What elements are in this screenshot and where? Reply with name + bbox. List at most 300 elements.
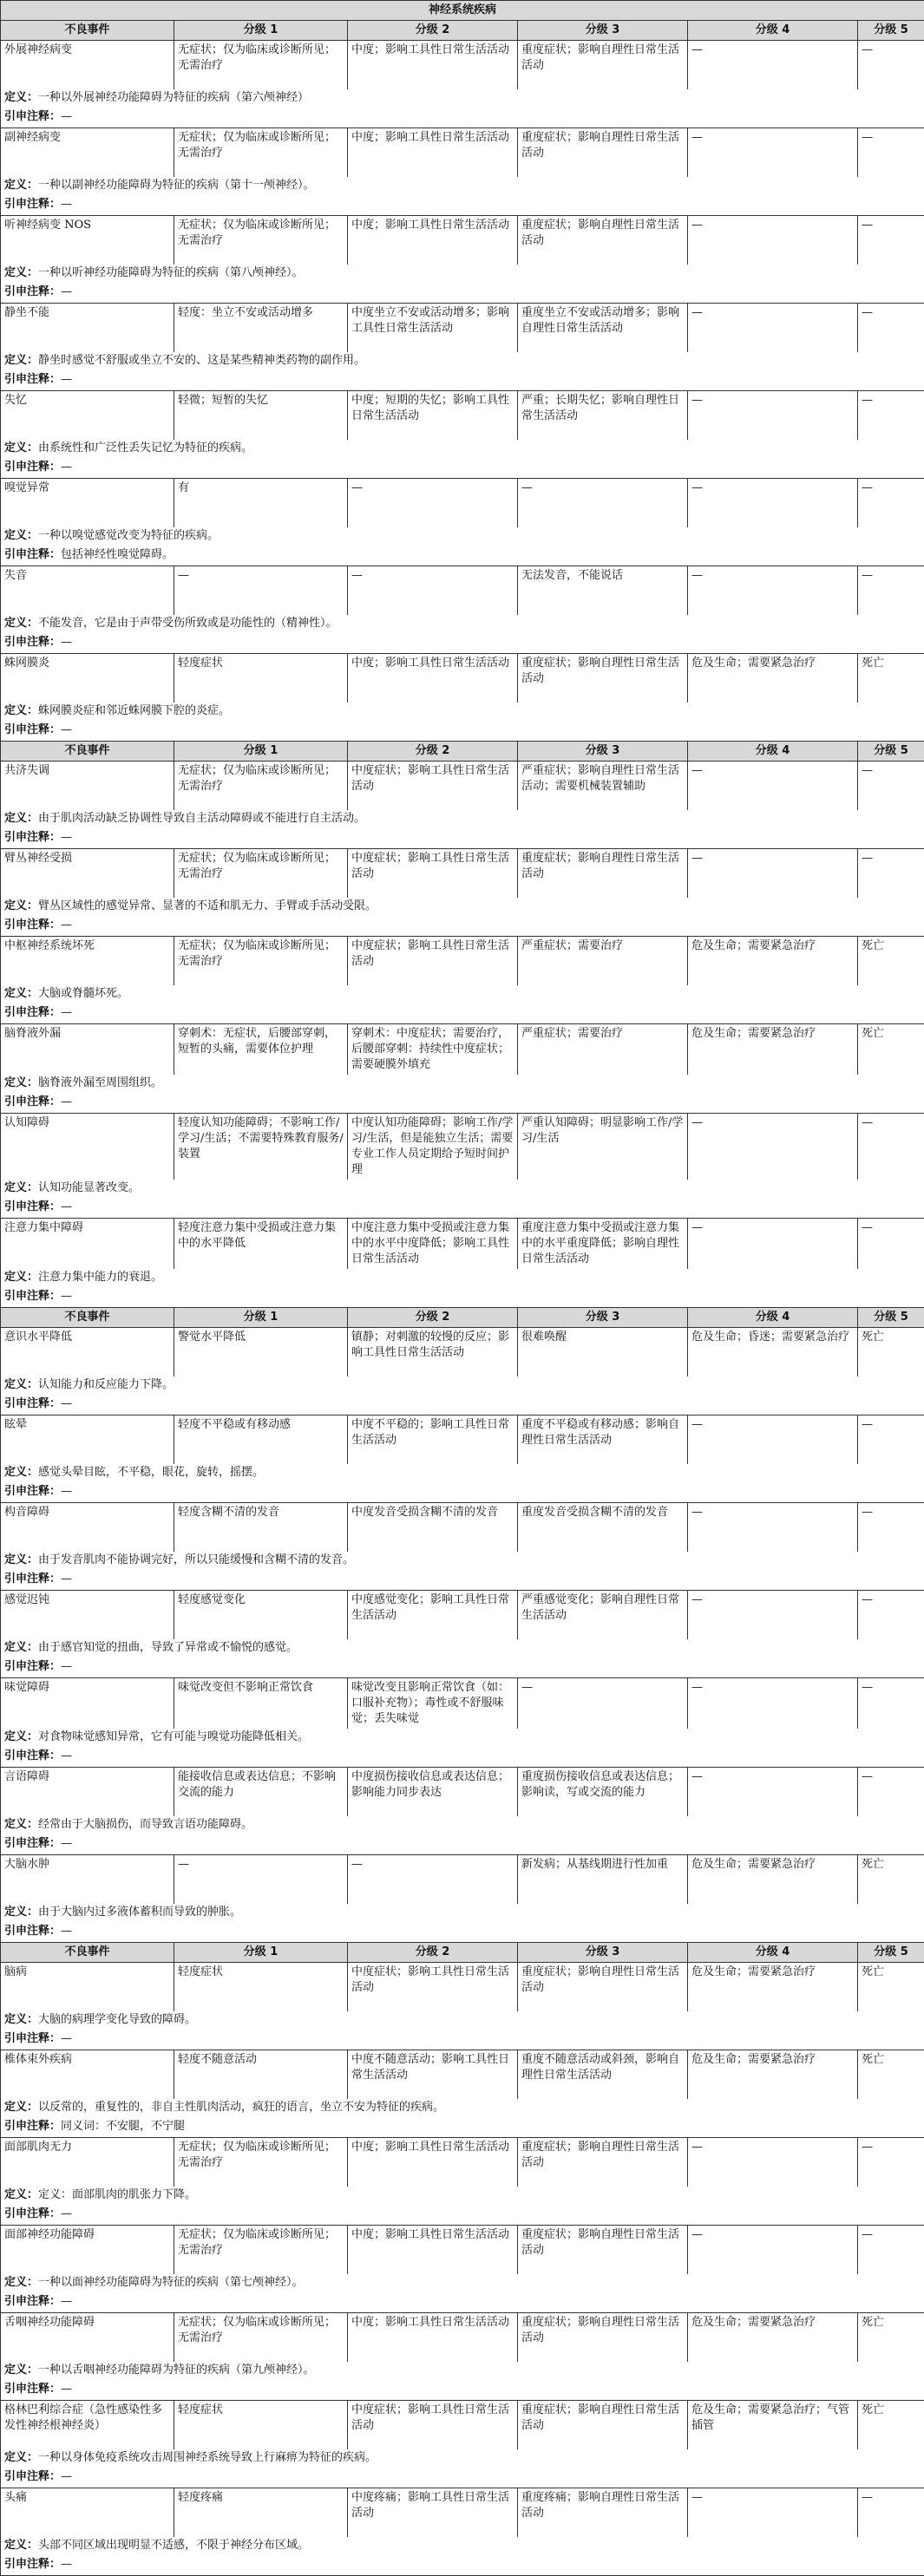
grade-cell: 死亡 xyxy=(858,2050,924,2100)
note-cell xyxy=(1,459,924,479)
grade-cell: 中度疼痛；影响工具性日常生活活动 xyxy=(348,2488,518,2538)
grade-cell: 无症状；仅为临床或诊断所见；无需治疗 xyxy=(174,2138,348,2187)
note-text: — xyxy=(61,2207,72,2220)
column-header: 不良事件 xyxy=(1,742,174,762)
note-row xyxy=(1,1199,924,1219)
note-text: — xyxy=(61,1572,72,1585)
note-row xyxy=(1,1923,924,1943)
grade-cell: — xyxy=(858,1219,924,1270)
definition-text: 大脑的病理学变化导致的障碍。 xyxy=(38,2013,196,2026)
note-label: 引申注释： xyxy=(4,919,61,932)
note-label: 引申注释： xyxy=(4,2295,61,2308)
table-row xyxy=(1,566,924,616)
note-row xyxy=(1,2468,924,2488)
adverse-event-name: 外展神经病变 xyxy=(1,41,174,90)
adverse-event-name: 感觉迟钝 xyxy=(1,1591,174,1640)
definition-text: 一种以外展神经功能障碍为特征的疾病（第六颅神经） xyxy=(38,91,309,104)
grade-cell: 死亡 xyxy=(858,1963,924,2012)
grade-cell: 危及生命；需要紧急治疗；气管插管 xyxy=(688,2401,858,2450)
definition-label: 定义： xyxy=(4,1076,38,1089)
note-cell xyxy=(1,1923,924,1943)
definition-label: 定义： xyxy=(4,354,38,367)
grade-cell: 轻度注意力集中受损或注意力集中的水平降低 xyxy=(174,1219,348,1270)
definition-cell xyxy=(1,1729,924,1748)
grade-cell: — xyxy=(688,1114,858,1180)
header-row xyxy=(1,1943,924,1963)
note-label: 引申注释： xyxy=(4,1006,61,1019)
grade-cell: 轻度疼痛 xyxy=(174,2488,348,2538)
definition-row xyxy=(1,810,924,829)
table-row xyxy=(1,1415,924,1465)
grade-cell: 严重；长期失忆；影响自理性日常生活活动 xyxy=(518,391,688,441)
note-cell xyxy=(1,829,924,849)
table-row xyxy=(1,1024,924,1076)
note-label: 引申注释： xyxy=(4,1572,61,1585)
grade-cell: 无症状；仅为临床或诊断所见；无需治疗 xyxy=(174,41,348,90)
adverse-event-name: 失音 xyxy=(1,566,174,616)
note-text: — xyxy=(61,1290,72,1303)
grade-cell: 重度症状；影响自理性日常生活活动 xyxy=(518,1963,688,2012)
grade-cell: 危及生命；需要紧急治疗 xyxy=(688,2313,858,2363)
table-row xyxy=(1,1591,924,1640)
grade-cell: 重度发音受损含糊不清的发音 xyxy=(518,1503,688,1553)
column-header: 分级 1 xyxy=(174,742,348,762)
note-label: 引申注释： xyxy=(4,831,61,844)
grade-cell: 重度注意力集中受损或注意力集中的水平重度降低；影响自理性日常生活活动 xyxy=(518,1219,688,1270)
grade-cell: 重度症状；影响自理性日常生活活动 xyxy=(518,654,688,703)
note-cell xyxy=(1,2030,924,2050)
grade-cell: 有 xyxy=(174,479,348,528)
adverse-event-name: 中枢神经系统坏死 xyxy=(1,937,174,986)
adverse-event-name: 椎体束外疾病 xyxy=(1,2050,174,2100)
definition-cell xyxy=(1,1376,924,1396)
grade-cell: — xyxy=(688,41,858,90)
grade-cell: 轻微；短暂的失忆 xyxy=(174,391,348,441)
note-cell xyxy=(1,1004,924,1024)
definition-label: 定义： xyxy=(4,1730,38,1743)
definition-label: 定义： xyxy=(4,179,38,192)
definition-row xyxy=(1,265,924,284)
note-row xyxy=(1,722,924,742)
note-row xyxy=(1,917,924,937)
grade-cell: 中度；短期的失忆；影响工具性日常生活活动 xyxy=(348,391,518,441)
note-label: 引申注释： xyxy=(4,2120,61,2133)
grade-cell: — xyxy=(688,2138,858,2187)
adverse-event-name: 言语障碍 xyxy=(1,1768,174,1817)
note-row xyxy=(1,546,924,566)
note-cell xyxy=(1,1571,924,1591)
adverse-event-name: 脑脊液外漏 xyxy=(1,1024,174,1076)
adverse-event-name: 共济失调 xyxy=(1,762,174,811)
grade-cell: 中度症状；影响工具性日常生活活动 xyxy=(348,849,518,899)
note-row xyxy=(1,1748,924,1768)
table-row xyxy=(1,1678,924,1729)
definition-cell xyxy=(1,2011,924,2030)
definition-text: 蛛网膜炎症和邻近蛛网膜下腔的炎症。 xyxy=(38,704,230,717)
definition-text: 一种以副神经功能障碍为特征的疾病（第十一颅神经）。 xyxy=(38,179,315,192)
definition-row xyxy=(1,1639,924,1658)
note-cell xyxy=(1,2556,924,2576)
grade-cell: 中度；影响工具性日常生活活动 xyxy=(348,654,518,703)
note-text: — xyxy=(61,1837,72,1850)
note-text: — xyxy=(61,198,72,211)
definition-label: 定义： xyxy=(4,617,38,630)
grade-cell: — xyxy=(688,304,858,353)
table-row xyxy=(1,1328,924,1377)
grade-cell: — xyxy=(688,391,858,441)
adverse-event-name: 认知障碍 xyxy=(1,1114,174,1180)
note-cell xyxy=(1,1199,924,1219)
definition-label: 定义： xyxy=(4,1553,38,1566)
definition-cell xyxy=(1,1816,924,1835)
grade-cell: — xyxy=(858,1591,924,1640)
grade-cell: — xyxy=(858,1114,924,1180)
definition-row xyxy=(1,2537,924,2556)
grade-cell: 味觉改变且影响正常饮食（如：口服补充物）；毒性或不舒服味觉；丢失味觉 xyxy=(348,1678,518,1729)
definition-text: 由于大脑内过多液体蓄积而导致的肿胀。 xyxy=(38,1906,241,1919)
adverse-event-name: 构音障碍 xyxy=(1,1503,174,1553)
note-cell xyxy=(1,108,924,128)
adverse-event-name: 失忆 xyxy=(1,391,174,441)
definition-text: 注意力集中能力的衰退。 xyxy=(38,1271,162,1284)
note-text: — xyxy=(61,2383,72,2396)
grade-cell: 严重症状；需要治疗 xyxy=(518,1024,688,1076)
adverse-event-name: 面部神经功能障碍 xyxy=(1,2226,174,2275)
definition-text: 认知能力和反应能力下降。 xyxy=(38,1378,174,1391)
definition-cell xyxy=(1,440,924,459)
definition-row xyxy=(1,1552,924,1571)
definition-cell xyxy=(1,2362,924,2381)
grade-cell: 中度症状；影响工具性日常生活活动 xyxy=(348,1963,518,2012)
grade-cell: — xyxy=(858,762,924,811)
definition-label: 定义： xyxy=(4,812,38,825)
grade-cell: 危及生命；需要紧急治疗 xyxy=(688,1963,858,2012)
grade-cell: 轻度不平稳或有移动感 xyxy=(174,1415,348,1465)
grade-cell: 新发病；从基线期进行性加重 xyxy=(518,1855,688,1905)
table-row xyxy=(1,1768,924,1817)
header-row xyxy=(1,1308,924,1328)
grade-cell: 镇静；对刺激的较慢的反应；影响工具性日常生活活动 xyxy=(348,1328,518,1377)
note-row xyxy=(1,634,924,654)
grade-cell: — xyxy=(518,1678,688,1729)
definition-row xyxy=(1,352,924,371)
note-text: — xyxy=(61,1397,72,1410)
grade-cell: 重度症状；影响自理性日常生活活动 xyxy=(518,2401,688,2450)
note-cell xyxy=(1,2468,924,2488)
note-text: 包括神经性嗅觉障碍。 xyxy=(61,548,174,561)
header-row xyxy=(1,742,924,762)
table-row xyxy=(1,391,924,441)
definition-label: 定义： xyxy=(4,1378,38,1391)
note-cell xyxy=(1,284,924,304)
note-label: 引申注释： xyxy=(4,198,61,211)
note-row xyxy=(1,2381,924,2401)
definition-row xyxy=(1,177,924,196)
note-cell xyxy=(1,546,924,566)
grade-cell: 重度不平稳或有移动感；影响自理性日常生活活动 xyxy=(518,1415,688,1465)
definition-cell xyxy=(1,1552,924,1571)
grade-cell: 死亡 xyxy=(858,1855,924,1905)
grade-cell: — xyxy=(688,216,858,265)
grade-cell: 重度疼痛；影响自理性日常生活活动 xyxy=(518,2488,688,2538)
note-row xyxy=(1,2118,924,2138)
grade-cell: 中度；影响工具性日常生活活动 xyxy=(348,2226,518,2275)
grade-cell: — xyxy=(348,479,518,528)
grade-cell: 轻度症状 xyxy=(174,2401,348,2450)
table-row xyxy=(1,849,924,899)
definition-text: 感觉头晕目眩，不平稳，眼花，旋转，摇摆。 xyxy=(38,1466,264,1479)
adverse-event-name: 意识水平降低 xyxy=(1,1328,174,1377)
note-row xyxy=(1,108,924,128)
note-label: 引申注释： xyxy=(4,636,61,649)
definition-text: 由于肌肉活动缺乏协调性导致自主活动障碍或不能进行自主活动。 xyxy=(38,812,365,825)
adverse-event-name: 格林巴利综合症（急性感染性多发性神经根神经炎） xyxy=(1,2401,174,2450)
grade-cell: — xyxy=(174,566,348,616)
definition-cell xyxy=(1,2537,924,2556)
note-label: 引申注释： xyxy=(4,1200,61,1213)
note-row xyxy=(1,1658,924,1678)
grade-cell: — xyxy=(174,1855,348,1905)
definition-row xyxy=(1,2449,924,2468)
note-row xyxy=(1,829,924,849)
definition-label: 定义： xyxy=(4,2013,38,2026)
note-label: 引申注释： xyxy=(4,1397,61,1410)
column-header: 分级 4 xyxy=(688,21,858,41)
note-cell xyxy=(1,2118,924,2138)
definition-cell xyxy=(1,89,924,108)
column-header: 分级 5 xyxy=(858,1943,924,1963)
definition-text: 定义：面部肌肉的肌张力下降。 xyxy=(38,2188,196,2201)
grade-cell: 中度感觉变化；影响工具性日常生活活动 xyxy=(348,1591,518,1640)
note-label: 引申注释： xyxy=(4,1095,61,1108)
table-row xyxy=(1,654,924,703)
column-header: 不良事件 xyxy=(1,21,174,41)
note-label: 引申注释： xyxy=(4,2470,61,2483)
definition-row xyxy=(1,1904,924,1923)
table-row xyxy=(1,1503,924,1553)
column-header: 分级 1 xyxy=(174,21,348,41)
table-row xyxy=(1,1855,924,1905)
grade-cell: 中度不随意活动；影响工具性日常生活活动 xyxy=(348,2050,518,2100)
note-label: 引申注释： xyxy=(4,1837,61,1850)
definition-text: 以反常的，重复性的，非自主性肌肉活动，疯狂的语言，坐立不安为特征的疾病。 xyxy=(38,2101,444,2114)
definition-cell xyxy=(1,1180,924,1199)
note-label: 引申注释： xyxy=(4,548,61,561)
grade-cell: — xyxy=(518,479,688,528)
note-text: — xyxy=(61,1006,72,1019)
note-cell xyxy=(1,1658,924,1678)
definition-cell xyxy=(1,810,924,829)
grade-cell: 轻度认知功能障碍；不影响工作/学习/生活；不需要特殊教育服务/装置 xyxy=(174,1114,348,1180)
note-label: 引申注释： xyxy=(4,2207,61,2220)
definition-label: 定义： xyxy=(4,91,38,104)
column-header: 不良事件 xyxy=(1,1308,174,1328)
grade-cell: — xyxy=(858,479,924,528)
definition-text: 由系统性和广泛性丢失记忆为特征的疾病。 xyxy=(38,441,252,454)
note-cell xyxy=(1,1396,924,1415)
definition-row xyxy=(1,2187,924,2206)
note-row xyxy=(1,2206,924,2226)
grade-cell: 中度；影响工具性日常生活活动 xyxy=(348,2138,518,2187)
definition-row xyxy=(1,440,924,459)
adverse-event-name: 蛛网膜炎 xyxy=(1,654,174,703)
adverse-event-name: 大脑水肿 xyxy=(1,1855,174,1905)
note-cell xyxy=(1,917,924,937)
definition-cell xyxy=(1,2449,924,2468)
note-label: 引申注释： xyxy=(4,2383,61,2396)
grade-cell: — xyxy=(688,479,858,528)
grade-cell: — xyxy=(688,566,858,616)
column-header: 分级 3 xyxy=(518,21,688,41)
adverse-event-name: 舌咽神经功能障碍 xyxy=(1,2313,174,2363)
grade-cell: 轻度症状 xyxy=(174,1963,348,2012)
definition-cell xyxy=(1,1269,924,1288)
note-label: 引申注释： xyxy=(4,2032,61,2045)
definition-row xyxy=(1,985,924,1004)
grade-cell: 警觉水平降低 xyxy=(174,1328,348,1377)
grade-cell: — xyxy=(858,566,924,616)
note-label: 引申注释： xyxy=(4,461,61,474)
definition-label: 定义： xyxy=(4,704,38,717)
grade-cell: — xyxy=(858,216,924,265)
adverse-event-name: 头痛 xyxy=(1,2488,174,2538)
definition-row xyxy=(1,1729,924,1748)
note-cell xyxy=(1,1835,924,1855)
grade-cell: 中度不平稳的；影响工具性日常生活活动 xyxy=(348,1415,518,1465)
table-row xyxy=(1,2138,924,2187)
note-text: — xyxy=(61,373,72,386)
adverse-event-name: 面部肌肉无力 xyxy=(1,2138,174,2187)
grade-cell: 重度症状；影响自理性日常生活活动 xyxy=(518,41,688,90)
adverse-event-name: 嗅觉异常 xyxy=(1,479,174,528)
note-label: 引申注释： xyxy=(4,723,61,736)
grade-cell: 中度发音受损含糊不清的发音 xyxy=(348,1503,518,1553)
grade-cell: — xyxy=(688,762,858,811)
column-header: 分级 2 xyxy=(348,21,518,41)
column-header: 分级 3 xyxy=(518,1943,688,1963)
note-row xyxy=(1,1396,924,1415)
definition-text: 头部不同区域出现明显不适感，不限于神经分布区域。 xyxy=(38,2539,309,2552)
grade-cell: — xyxy=(348,1855,518,1905)
definition-row xyxy=(1,2099,924,2118)
adverse-event-name: 副神经病变 xyxy=(1,128,174,178)
grade-cell: 轻度含糊不清的发音 xyxy=(174,1503,348,1553)
definition-row xyxy=(1,2362,924,2381)
definition-text: 对食物味觉感知异常，它有可能与嗅觉功能降低相关。 xyxy=(38,1730,309,1743)
definition-label: 定义： xyxy=(4,2101,38,2114)
grade-cell: — xyxy=(858,2138,924,2187)
definition-label: 定义： xyxy=(4,529,38,542)
grade-cell: 危及生命；需要紧急治疗 xyxy=(688,1855,858,1905)
definition-cell xyxy=(1,177,924,196)
note-text: — xyxy=(61,831,72,844)
note-text: — xyxy=(61,2032,72,2045)
note-text: — xyxy=(61,1749,72,1762)
note-row xyxy=(1,1483,924,1503)
note-row xyxy=(1,1094,924,1114)
definition-text: 经常由于大脑损伤，而导致言语功能障碍。 xyxy=(38,1818,252,1831)
note-text: — xyxy=(61,1660,72,1673)
grade-cell: 无症状；仅为临床或诊断所见；无需治疗 xyxy=(174,937,348,986)
note-text: — xyxy=(61,2558,72,2571)
column-header: 分级 2 xyxy=(348,742,518,762)
grade-cell: 无症状；仅为临床或诊断所见；无需治疗 xyxy=(174,2313,348,2363)
grade-cell: 死亡 xyxy=(858,1328,924,1377)
table-row xyxy=(1,1963,924,2012)
grade-cell: — xyxy=(688,1591,858,1640)
definition-row xyxy=(1,2011,924,2030)
note-row xyxy=(1,284,924,304)
note-label: 引申注释： xyxy=(4,373,61,386)
grade-cell: 严重症状；需要治疗 xyxy=(518,937,688,986)
column-header: 分级 2 xyxy=(348,1943,518,1963)
grade-cell: — xyxy=(688,1219,858,1270)
note-cell xyxy=(1,1288,924,1308)
grade-cell: — xyxy=(858,1768,924,1817)
grade-cell: 中度注意力集中受损或注意力集中的水平中度降低；影响工具性日常生活活动 xyxy=(348,1219,518,1270)
definition-row xyxy=(1,527,924,546)
grade-cell: 重度症状；影响自理性日常生活活动 xyxy=(518,2138,688,2187)
grade-cell: 穿刺术：无症状，后腰部穿刺，短暂的头痛，需要体位护理 xyxy=(174,1024,348,1076)
grade-cell: 轻度症状 xyxy=(174,654,348,703)
note-text: — xyxy=(61,461,72,474)
header-row xyxy=(1,21,924,41)
grade-cell: 中度认知功能障碍；影响工作/学习/生活，但是能独立生活；需要专业工作人员定期给予短时间护理 xyxy=(348,1114,518,1180)
table-row xyxy=(1,479,924,528)
note-label: 引申注释： xyxy=(4,285,61,298)
grade-cell: 重度损伤接收信息或表达信息；影响读，写或交流的能力 xyxy=(518,1768,688,1817)
grade-cell: — xyxy=(858,1415,924,1465)
note-text: — xyxy=(61,723,72,736)
definition-text: 一种以嗅觉感觉改变为特征的疾病。 xyxy=(38,529,219,542)
definition-row xyxy=(1,1180,924,1199)
note-text: — xyxy=(61,285,72,298)
grade-cell: — xyxy=(858,391,924,441)
definition-label: 定义： xyxy=(4,1906,38,1919)
table-row xyxy=(1,1114,924,1180)
definition-cell xyxy=(1,703,924,722)
definition-cell xyxy=(1,1639,924,1658)
note-row xyxy=(1,1835,924,1855)
table-row xyxy=(1,216,924,265)
adverse-event-name: 注意力集中障碍 xyxy=(1,1219,174,1270)
grade-cell: — xyxy=(858,41,924,90)
column-header: 分级 1 xyxy=(174,1943,348,1963)
note-cell xyxy=(1,2206,924,2226)
note-row xyxy=(1,2556,924,2576)
table-row xyxy=(1,762,924,811)
definition-cell xyxy=(1,1904,924,1923)
table-row xyxy=(1,2050,924,2100)
column-header: 不良事件 xyxy=(1,1943,174,1963)
grade-cell: 死亡 xyxy=(858,937,924,986)
definition-label: 定义： xyxy=(4,441,38,454)
definition-cell xyxy=(1,985,924,1004)
grade-cell: — xyxy=(858,1503,924,1553)
note-row xyxy=(1,2293,924,2313)
definition-label: 定义： xyxy=(4,1466,38,1479)
table-row xyxy=(1,2401,924,2450)
grade-cell: 中度；影响工具性日常生活活动 xyxy=(348,41,518,90)
adverse-event-name: 眩晕 xyxy=(1,1415,174,1465)
grade-cell: 死亡 xyxy=(858,654,924,703)
table-row xyxy=(1,2488,924,2538)
note-row xyxy=(1,371,924,391)
definition-cell xyxy=(1,615,924,634)
definition-cell xyxy=(1,1075,924,1094)
grade-cell: 无症状；仅为临床或诊断所见；无需治疗 xyxy=(174,216,348,265)
definition-text: 一种以舌咽神经功能障碍为特征的疾病（第九颅神经）。 xyxy=(38,2364,315,2377)
